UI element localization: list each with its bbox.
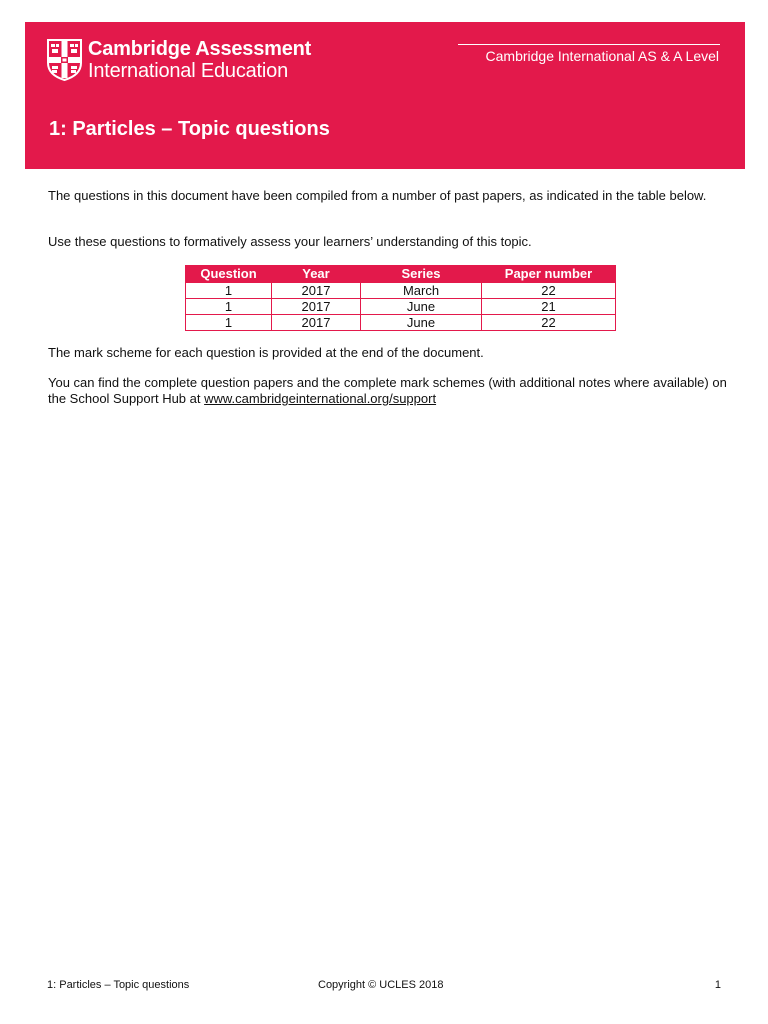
column-header-paper-number: Paper number xyxy=(482,266,616,283)
page-title: 1: Particles – Topic questions xyxy=(49,118,330,140)
cell-paper-number: 21 xyxy=(482,299,616,315)
cell-series: June xyxy=(361,299,482,315)
support-hub-link[interactable]: www.cambridgeinternational.org/support xyxy=(204,391,437,406)
cell-year: 2017 xyxy=(272,283,361,299)
cell-paper-number: 22 xyxy=(482,283,616,299)
qualification-rule xyxy=(458,44,720,45)
brand-name-line1: Cambridge Assessment xyxy=(88,38,312,60)
cell-year: 2017 xyxy=(272,315,361,331)
column-header-year: Year xyxy=(272,266,361,283)
intro-paragraph: The questions in this document have been compiled from a number of past papers, as indicated in the table below. xyxy=(48,188,707,203)
footer-copyright: Copyright © UCLES 2018 xyxy=(318,979,444,991)
cell-year: 2017 xyxy=(272,299,361,315)
cell-paper-number: 22 xyxy=(482,315,616,331)
mark-scheme-paragraph: The mark scheme for each question is provided at the end of the document. xyxy=(48,345,484,360)
footer-page-number: 1 xyxy=(714,979,721,991)
support-hub-paragraph xyxy=(48,375,738,407)
cell-series: March xyxy=(361,283,482,299)
footer-document-title: 1: Particles – Topic questions xyxy=(47,979,190,991)
table-row xyxy=(186,299,616,315)
brand-name-line2: International Education xyxy=(88,60,288,82)
cell-question: 1 xyxy=(186,315,272,331)
cell-series: June xyxy=(361,315,482,331)
support-hub-text: You can find the complete question papers and the complete mark schemes (with additional notes where available) on the School Support Hub at xyxy=(48,375,727,406)
usage-paragraph: Use these questions to formatively assess your learners’ understanding of this topic. xyxy=(48,234,532,249)
table-header-row xyxy=(186,266,616,283)
cell-question: 1 xyxy=(186,299,272,315)
column-header-series: Series xyxy=(361,266,482,283)
cambridge-shield-logo-icon xyxy=(47,39,82,81)
past-papers-table xyxy=(185,265,616,331)
table-row xyxy=(186,315,616,331)
header-banner xyxy=(25,22,745,169)
cell-question: 1 xyxy=(186,283,272,299)
qualification-label: Cambridge International AS & A Level xyxy=(485,48,719,64)
table-row xyxy=(186,283,616,299)
column-header-question: Question xyxy=(186,266,272,283)
